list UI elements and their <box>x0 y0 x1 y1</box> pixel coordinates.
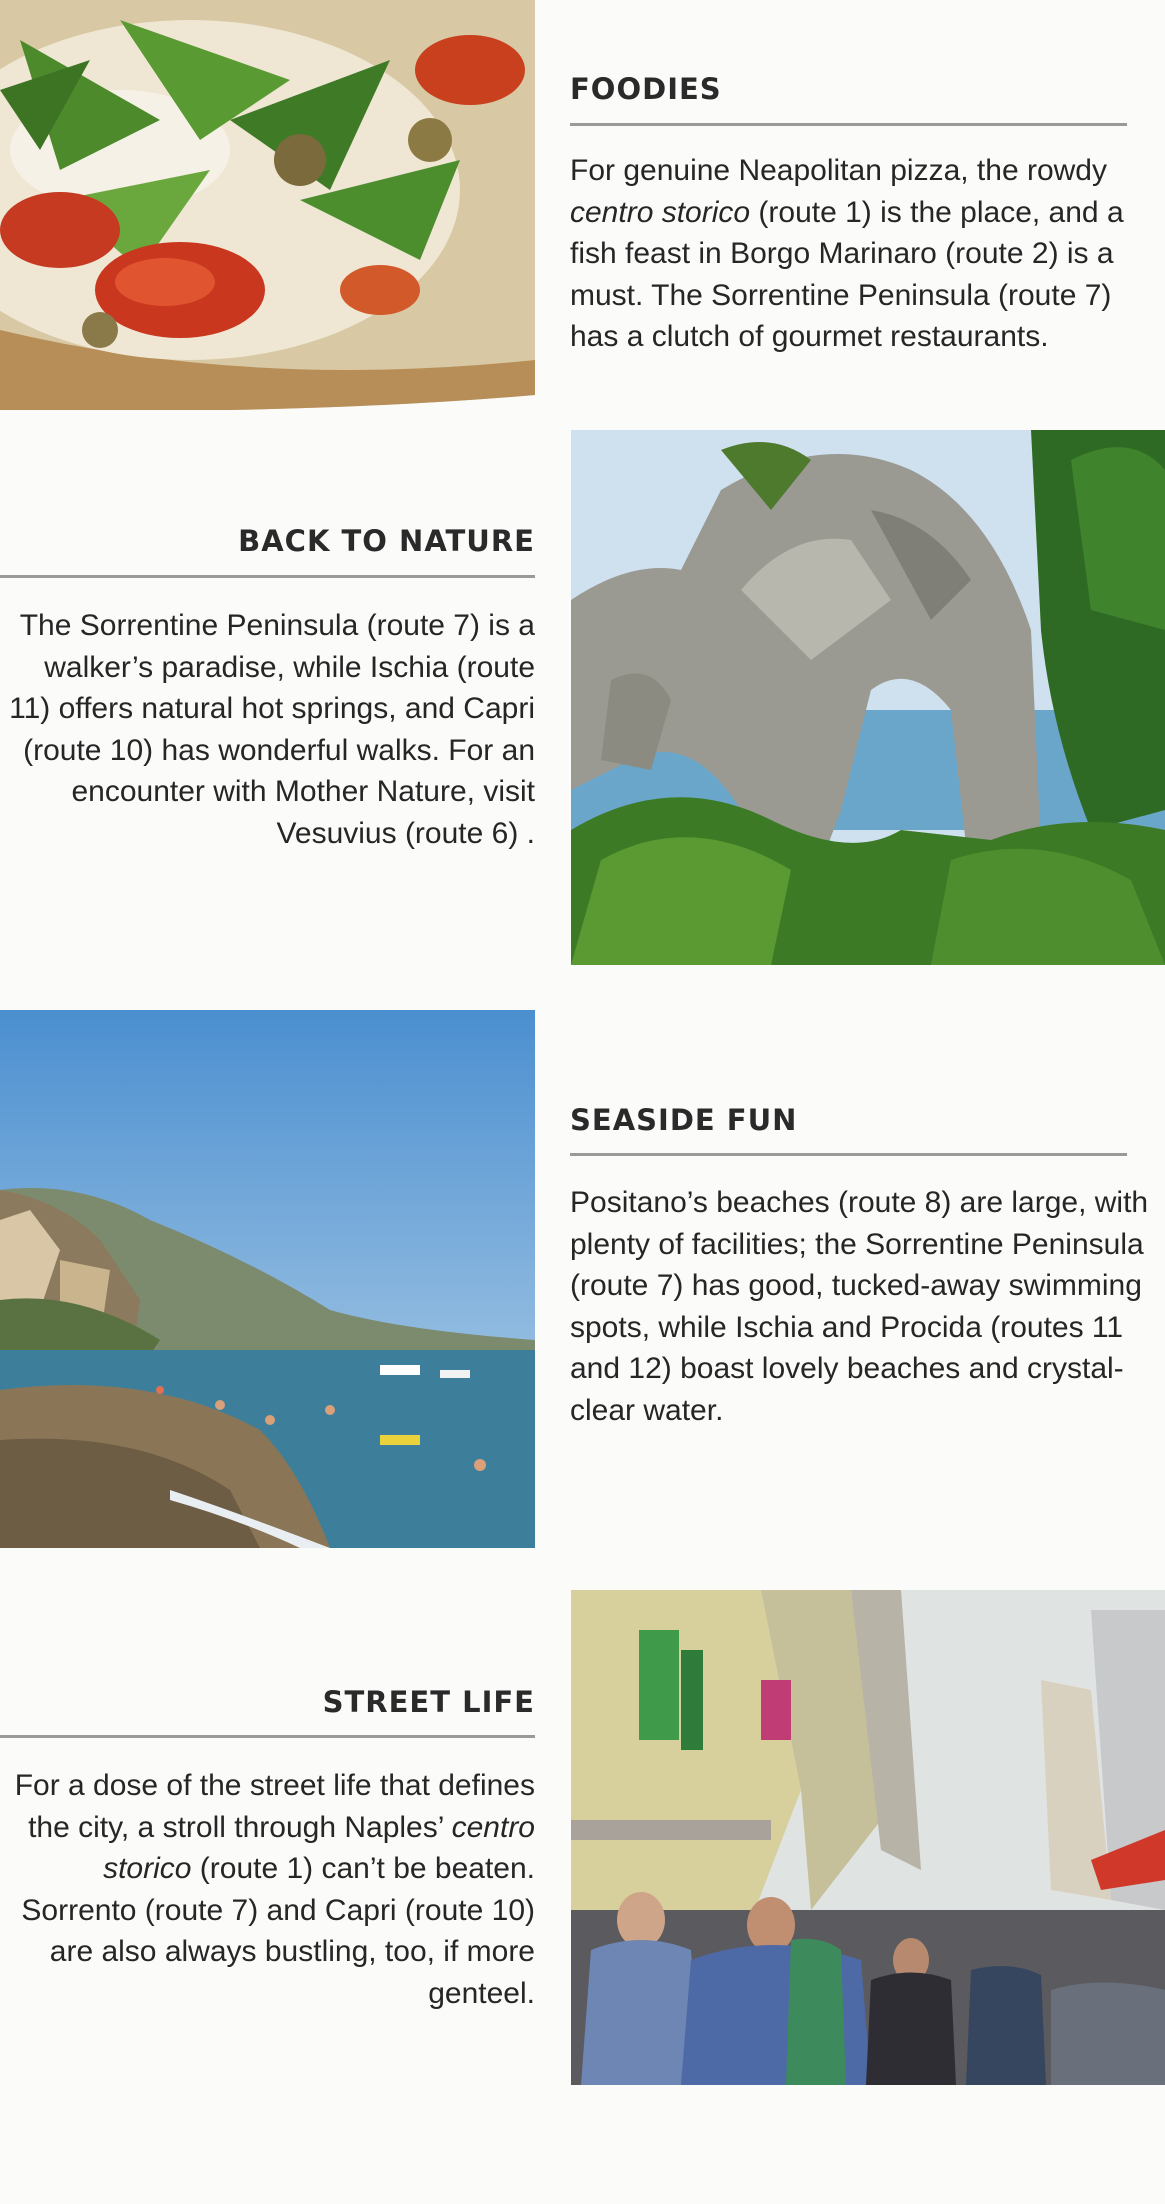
capri-arch-photo <box>571 430 1165 965</box>
street-life-text: For a dose of the street life that defines the city, a stroll through Naples’ centro storico (route 1) can’t be beaten. Sorrento (route 7) and Capri (route 10) are also always bustling, too, if more genteel. <box>14 1769 535 2010</box>
pizza-photo <box>0 0 535 410</box>
back-to-nature-text: The Sorrentine Peninsula (route 7) is a walker’s paradise, while Ischia (route 11) offers natural hot springs, and Capri (route 10) has wonderful walks. For an encounter with Mother Nature, visit Vesuvius (route 6) . <box>9 609 535 850</box>
seaside-fun-heading: SEASIDE FUN <box>570 1103 798 1137</box>
positano-beach-photo <box>0 1010 535 1548</box>
street-life-rule <box>0 1735 535 1738</box>
seaside-fun-rule <box>570 1153 1127 1156</box>
back-to-nature-heading: BACK TO NATURE <box>238 524 535 558</box>
foodies-heading: FOODIES <box>570 72 722 106</box>
foodies-rule <box>570 123 1127 126</box>
back-to-nature-rule <box>0 575 535 578</box>
naples-street-photo <box>571 1590 1165 2085</box>
foodies-text: For genuine Neapolitan pizza, the rowdy centro storico (route 1) is the place, and a fish feast in Borgo Marinaro (route 2) is a must. The Sorrentine Peninsula (route 7) has a clutch of gourmet restaurants. <box>570 154 1124 353</box>
seaside-fun-text: Positano’s beaches (route 8) are large, with plenty of facilities; the Sorrentine Peninsula (route 7) has good, tucked-away swimming spots, while Ischia and Procida (routes 11 and 12) boast lovely beaches and crystal-clear water. <box>570 1186 1149 1427</box>
street-life-heading: STREET LIFE <box>322 1685 535 1719</box>
